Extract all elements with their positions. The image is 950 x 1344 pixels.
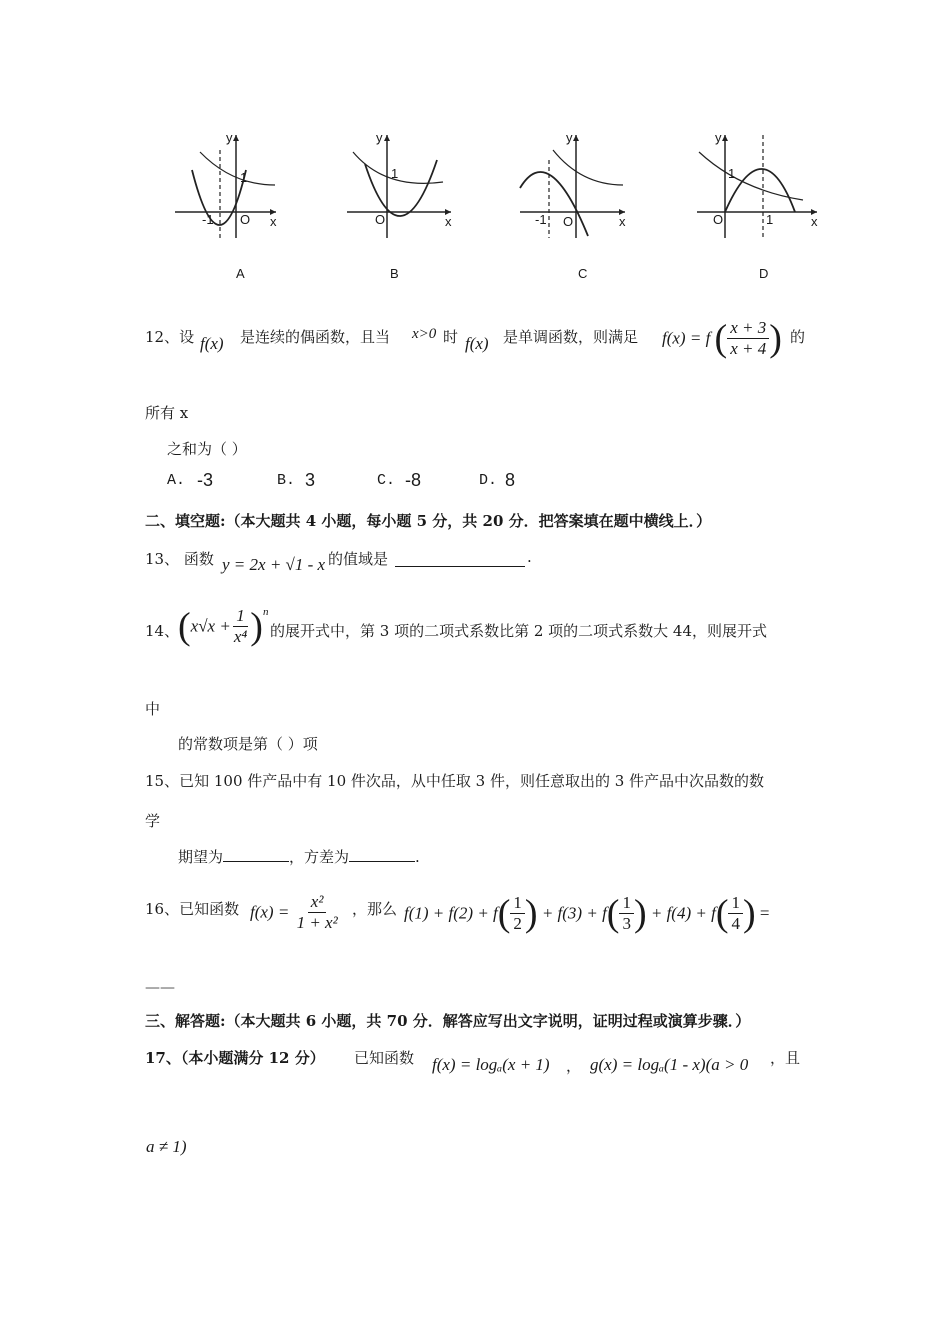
q16-frac-quarter-num: 1	[728, 893, 743, 914]
graph-b-one: 1	[391, 166, 399, 181]
q17-number: 17、（本小题满分 12 分）	[145, 1049, 325, 1067]
graph-b-origin: O	[375, 212, 386, 227]
q12-text4: 的	[790, 328, 806, 346]
q16-function	[250, 892, 341, 933]
q16-sum-part3: + f(4) + f	[650, 903, 716, 923]
q12-text1: 是连续的偶函数，且当	[240, 328, 391, 346]
graph-a-label: A	[236, 266, 245, 281]
q16-mid: ，那么	[352, 900, 398, 918]
q15-expectation-blank	[223, 847, 289, 862]
q16-frac-half-num: 1	[510, 893, 525, 914]
q12-rparen: )	[769, 317, 782, 360]
graph-a-neg1: -1	[202, 212, 214, 227]
q14-fraction	[231, 606, 250, 647]
graph-c-label: C	[578, 266, 588, 281]
q12-option-d-value: 8	[505, 470, 516, 490]
q12-option-a: A.	[167, 472, 186, 489]
q13-answer-blank	[395, 552, 525, 567]
graph-a-x: x	[270, 214, 277, 229]
q12-option-b: B.	[277, 472, 296, 489]
graph-c-neg1: -1	[535, 212, 547, 227]
q16-equals: =	[759, 903, 770, 923]
graph-a-one: 1	[240, 170, 248, 185]
graph-a-origin: O	[240, 212, 251, 227]
graph-d-origin: O	[713, 212, 724, 227]
graph-d-one-x: 1	[766, 212, 774, 227]
q17-g-definition: g(x) = logₐ(1 - x)(a > 0	[590, 1055, 749, 1074]
graph-b-label: B	[390, 266, 399, 281]
q14-expression	[178, 606, 268, 647]
q16-frac-third	[619, 893, 634, 934]
graph-c-x: x	[619, 214, 626, 229]
graph-d-y: y	[715, 130, 722, 145]
q14-exponent: n	[262, 606, 269, 618]
q12-fx: f(x)	[200, 334, 224, 353]
section-2-heading: 二、填空题:（本大题共 4 小题，每小题 5 分，共 20 分．把答案填在题中横线上．）	[145, 512, 712, 530]
q16-fraction	[294, 892, 341, 933]
q16-fx: f(x) =	[250, 902, 290, 922]
q16-rparen-2: )	[633, 892, 647, 935]
q16-lparen-1: (	[497, 892, 511, 935]
q16-sum	[404, 893, 769, 934]
q12-frac-den: x + 4	[730, 339, 767, 358]
q17-line2: a ≠ 1)	[146, 1137, 187, 1156]
q16-frac-quarter-den: 4	[731, 914, 740, 933]
graph-d	[695, 130, 825, 285]
q12-condition: x>0	[412, 326, 437, 342]
q15-line3	[178, 846, 420, 867]
graph-a-y: y	[226, 130, 233, 145]
q17-comma: ，	[566, 1057, 582, 1075]
q12-eq-lhs: f(x) = f	[662, 328, 711, 348]
q14-text: 的展开式中，第 3 项的二项式系数比第 2 项的二项式系数大 44，则展开式	[270, 622, 768, 640]
q15-end: .	[415, 848, 420, 866]
q16-answer-line: ——	[145, 978, 175, 996]
q16-frac-quarter	[728, 893, 743, 934]
graph-d-label: D	[759, 266, 769, 281]
q16-frac-third-den: 3	[622, 914, 631, 933]
q13-tail: 的值域是	[328, 550, 389, 568]
q13-expression: y = 2x + √1 - x	[222, 555, 326, 574]
graph-b-x: x	[445, 214, 452, 229]
graph-b-y: y	[376, 130, 383, 145]
q13-number: 13、 函数	[145, 550, 214, 568]
q16-frac-den: 1 + x²	[296, 913, 338, 932]
graph-d-one-y: 1	[728, 166, 736, 181]
graph-a-plot	[170, 130, 280, 240]
q16-lparen-3: (	[715, 892, 729, 935]
graph-b	[345, 130, 460, 285]
q14-expr-left: x√x +	[190, 616, 231, 636]
q15-expectation-label: 期望为	[178, 848, 224, 866]
q16-number: 16、已知函数	[145, 900, 240, 918]
q16-frac-half	[510, 893, 525, 934]
q14-rparen: )	[250, 605, 263, 648]
q12-line2: 所有 x	[145, 404, 189, 422]
q15-line1: 15、已知 100 件产品中有 10 件次品，从中任取 3 件，则任意取出的 3 件产品中次品数的数	[145, 772, 765, 790]
q16-sum-part1: f(1) + f(2) + f	[404, 903, 498, 923]
graph-c-origin: O	[563, 214, 574, 229]
q14-line3: 的常数项是第（ ）项	[178, 735, 318, 753]
q12-fx2: f(x)	[465, 334, 489, 353]
q12-text3: 是单调函数，则满足	[503, 328, 639, 346]
q12-line3: 之和为（ ）	[167, 440, 247, 458]
q12-lparen: (	[714, 317, 728, 360]
q12-option-c: C.	[377, 472, 396, 489]
q14-frac-den: x⁴	[233, 627, 248, 646]
q16-rparen-1: )	[524, 892, 538, 935]
q17-pre: 已知函数	[354, 1049, 415, 1067]
q14-line2: 中	[145, 700, 161, 718]
q14-lparen: (	[178, 605, 191, 648]
q12-option-c-value: -8	[405, 470, 422, 490]
q16-rparen-3: )	[742, 892, 756, 935]
q16-frac-third-num: 1	[619, 893, 634, 914]
q14-frac-num: 1	[233, 606, 248, 627]
graph-c-y: y	[566, 130, 573, 145]
q12-fraction	[727, 318, 769, 359]
q14-number: 14、	[145, 622, 180, 640]
section-3-heading: 三、解答题:（本大题共 6 小题，共 70 分．解答应写出文字说明，证明过程或演算步骤．）	[145, 1012, 751, 1030]
q17-f-definition: f(x) = logₐ(x + 1)	[432, 1055, 550, 1074]
q12-option-a-value: -3	[197, 470, 214, 490]
q13-end: .	[527, 548, 532, 566]
q17-tail: ，且	[770, 1049, 801, 1067]
graph-d-x: x	[811, 214, 818, 229]
q12-text2: 时	[443, 328, 459, 346]
q12-option-d: D.	[479, 472, 498, 489]
q12-frac-num: x + 3	[727, 318, 769, 339]
q16-frac-num: x²	[308, 892, 327, 913]
q16-lparen-2: (	[606, 892, 620, 935]
q15-variance-label: ，方差为	[289, 848, 350, 866]
q15-line2: 学	[145, 812, 161, 830]
q12-equation	[662, 318, 782, 359]
q16-sum-part2: + f(3) + f	[541, 903, 607, 923]
graph-a	[170, 130, 280, 285]
graph-c	[515, 130, 630, 285]
q16-frac-half-den: 2	[513, 914, 522, 933]
graph-b-plot	[345, 130, 460, 240]
q12-number: 12、设	[145, 328, 195, 346]
q15-variance-blank	[349, 847, 415, 862]
q12-option-b-value: 3	[305, 470, 316, 490]
